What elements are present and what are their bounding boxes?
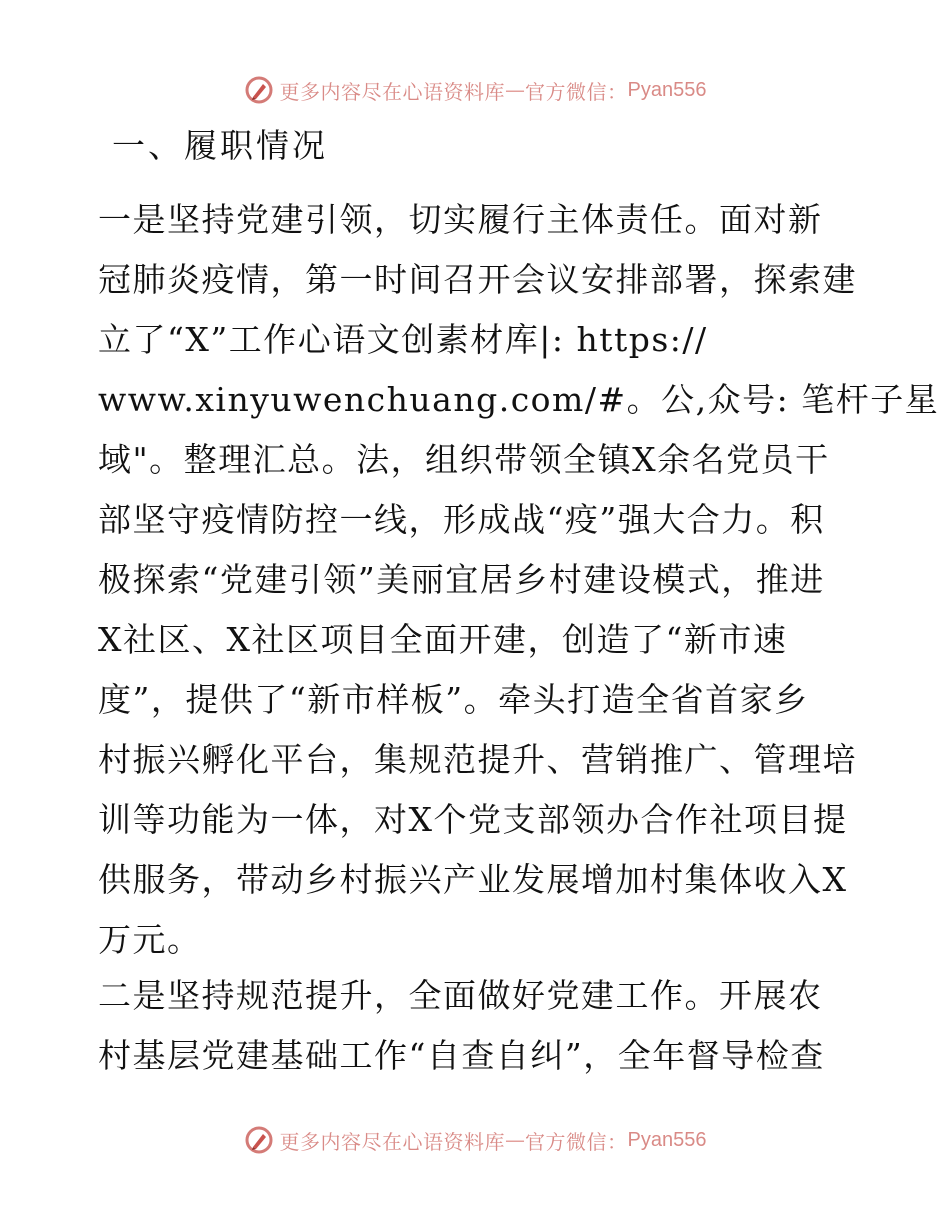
wechat-id: Pyan556 (627, 1128, 707, 1151)
text-line: 二是坚持规范提升，全面做好党建工作。开展农 (98, 976, 823, 1015)
text-line: X社区、X社区项目全面开建，创造了“新市速 (98, 620, 788, 659)
watermark-dash: — (505, 78, 526, 102)
footer-watermark (0, 1120, 950, 1160)
paragraph-2 (98, 966, 850, 1086)
text-line: 冠肺炎疫情，第一时间召开会议安排部署，探索建 (98, 260, 857, 299)
watermark-text: 更多内容尽在心语资料库 (279, 1129, 506, 1154)
text-line: 极探索“党建引领”美丽宜居乡村建设模式，推进 (98, 560, 825, 599)
pen-logo-icon (244, 1125, 274, 1155)
text-line: 域"。整理汇总。法，组织带领全镇X余名党员干 (98, 440, 830, 479)
text-line: 部坚守疫情防控一线，形成战“疫”强大合力。积 (98, 500, 825, 539)
text-line: 立了“X”工作心语文创素材库|: https:// (98, 320, 708, 359)
text-line: 村振兴孵化平台，集规范提升、营销推广、管理培 (98, 740, 857, 779)
watermark-text: 更多内容尽在心语资料库 (279, 79, 506, 104)
wechat-id: Pyan556 (627, 78, 707, 101)
text-line: 一是坚持党建引领，切实履行主体责任。面对新 (98, 200, 823, 239)
pen-logo-icon (244, 75, 274, 105)
paragraph-1 (98, 190, 940, 970)
text-line: 万元。 (98, 920, 202, 959)
text-line: 训等功能为一体，对X个党支部领办合作社项目提 (98, 800, 848, 839)
wechat-label: 官方微信： (525, 79, 628, 104)
watermark-dash: — (505, 1128, 526, 1152)
text-line: 村基层党建基础工作“自查自纠”，全年督导检查 (98, 1036, 825, 1075)
text-line: 度”，提供了“新市样板”。牵头打造全省首家乡 (98, 680, 809, 719)
text-line: www.xinyuwenchuang.com/#。公,众号: 笔杆子星 (98, 380, 940, 419)
wechat-label: 官方微信： (525, 1129, 628, 1154)
text-line: 供服务，带动乡村振兴产业发展增加村集体收入X (98, 860, 848, 899)
header-watermark (0, 70, 950, 110)
section-heading: 一、履职情况 (112, 126, 328, 165)
